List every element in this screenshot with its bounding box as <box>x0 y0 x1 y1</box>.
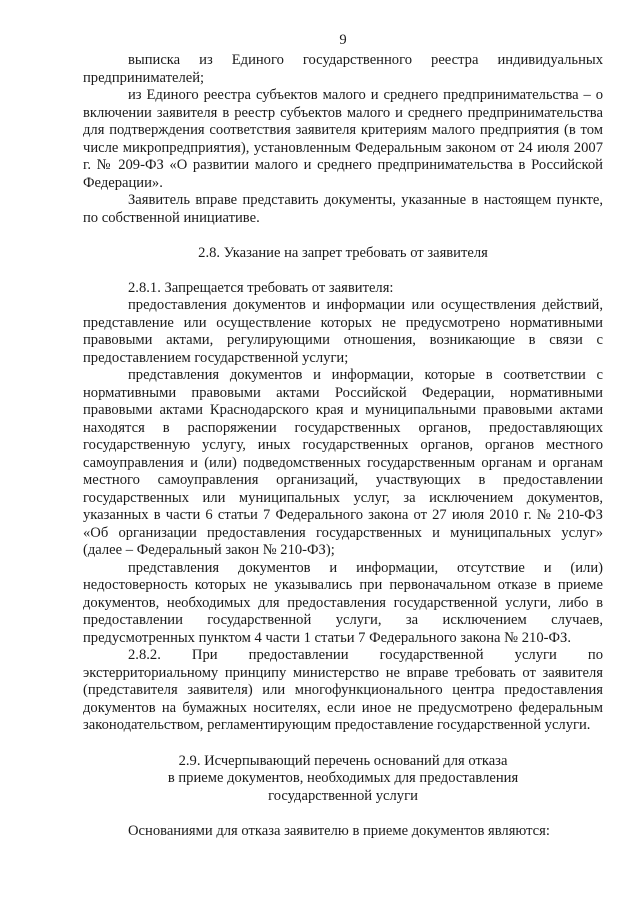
paragraph-own-initiative: Заявитель вправе представить документы, указанные в настоящем пункте, по собственной инициативе. <box>83 192 603 226</box>
paragraph-prohibition-3: представления документов и информации, отсутствие и (или) недостоверность которых не указывались при первоначальном отказе в приеме документов, необходимых для предоставления государственной услуги, либо в предоставлении государственной услуги, за исключением случаев, предусмотренных пунктом 4 части 1 статьи 7 Федерального закона № 210-ФЗ. <box>83 559 603 646</box>
section-2-8-heading: 2.8. Указание на запрет требовать от заявителя <box>198 245 488 261</box>
page-number: 9 <box>339 32 347 48</box>
section-2-9-heading-line-1: 2.9. Исчерпывающий перечень оснований для отказа <box>178 752 508 769</box>
paragraph-prohibition-2: представления документов и информации, которые в соответствии с нормативными правовыми актами Российской Федерации, нормативными правовыми актами Краснодарского края и муниципальными правовыми актами находятся в распоряжении государственных органов, предоставляющих государственную услугу, иных государственных органов, органов местного самоуправления и (или) подведомственных государственным органам и органам местного самоуправления организаций, участвующих в предоставлении государственных или муниципальных услуг, за исключением документов, указанных в части 6 статьи 7 Федерального закона от 27 июля 2010 г. № 210-ФЗ «Об организации предоставления государственных и муниципальных услуг» (далее – Федеральный закон № 210-ФЗ); <box>83 367 603 558</box>
paragraph-extract-ip-register: выписка из Единого государственного реестра индивидуальных предпринимателей; <box>83 52 603 86</box>
section-2-9-heading-line-2: в приеме документов, необходимых для предоставления <box>167 770 519 786</box>
paragraph-refusal-grounds: Основаниями для отказа заявителю в приеме документов являются: <box>128 823 550 839</box>
paragraph-2-8-2: 2.8.2. При предоставлении государственной услуги по экстерриториальному принципу министерство не вправе требовать от заявителя (представителя заявителя) или многофункционального центра предоставления документов на бумажных носителях, если иное не предусмотрено федеральным законодательством, регламентирующим предоставление государственной услуги. <box>83 647 603 733</box>
paragraph-sme-register: из Единого реестра субъектов малого и среднего предпринимательства – о включении заявителя в реестр субъектов малого и среднего предпринимательства для подтверждения соответствия заявителя критериям малого предприятия (в том числе микропредприятия), установленным Федеральным законом от 24 июля 2007 г. № 209-ФЗ «О развитии малого и среднего предпринимательства в Российской Федерации». <box>83 87 603 191</box>
paragraph-prohibition-1: предоставления документов и информации или осуществления действий, представление или осуществление которых не предусмотрено нормативными правовыми актами, регулирующими отношения, возникающие в связи с предоставлением государственной услуги; <box>83 297 603 366</box>
section-2-9-heading-line-3: государственной услуги <box>268 787 418 804</box>
paragraph-2-8-1: 2.8.1. Запрещается требовать от заявителя: <box>128 279 394 296</box>
